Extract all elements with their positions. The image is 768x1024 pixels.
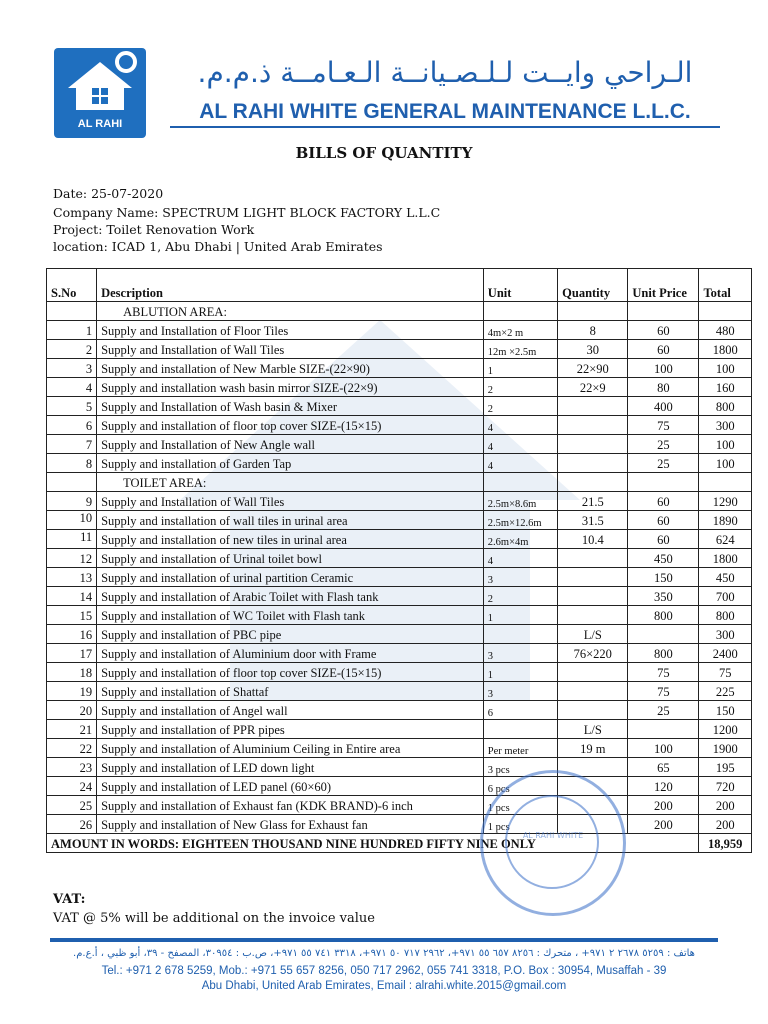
header-total: Total xyxy=(699,269,752,302)
row-total: 195 xyxy=(699,758,752,777)
row-unit: 6 pcs xyxy=(483,777,557,796)
row-description: Supply and installation of new tiles in urinal area xyxy=(97,530,484,549)
row-unit-price: 60 xyxy=(628,340,699,359)
row-unit-price: 75 xyxy=(628,682,699,701)
row-quantity xyxy=(558,397,628,416)
date-line: Date: 25-07-2020 xyxy=(53,186,164,201)
table-row xyxy=(47,663,752,682)
row-quantity: 22×9 xyxy=(558,378,628,397)
row-description: Supply and installation of Garden Tap xyxy=(97,454,484,473)
header-quantity: Quantity xyxy=(558,269,628,302)
row-unit-price: 75 xyxy=(628,663,699,682)
row-unit-price: 120 xyxy=(628,777,699,796)
table-row xyxy=(47,454,752,473)
footer-arabic: هاتف : ٥٢٥٩ ٢٦٧٨ ٢ ٩٧١+ ، متحرك : ٨٢٥٦ ٦٥٧ ٥٥ ٩٧١+، ٢٩٦٢ ٧١٧ ٥٠ ٩٧١+، ٣٣١٨ ٧٤١ ٥٥ ٩٧١+، ص.ب : ٣٠٩٥٤، المصفح - ٣٩، أبو ظبي ، أ.ع.م. xyxy=(73,948,695,959)
project-line: Project: Toilet Renovation Work xyxy=(53,222,255,237)
row-sno: 25 xyxy=(47,796,97,815)
row-unit: 2.5m×8.6m xyxy=(483,492,557,511)
row-unit xyxy=(483,720,557,739)
row-total: 200 xyxy=(699,815,752,834)
row-sno: 2 xyxy=(47,340,97,359)
row-quantity xyxy=(558,435,628,454)
row-total: 2400 xyxy=(699,644,752,663)
table-row xyxy=(47,701,752,720)
table-row xyxy=(47,644,752,663)
row-unit-price: 60 xyxy=(628,492,699,511)
row-quantity xyxy=(558,682,628,701)
row-unit-price: 100 xyxy=(628,739,699,758)
row-quantity xyxy=(558,587,628,606)
row-unit: 2 xyxy=(483,587,557,606)
row-sno: 18 xyxy=(47,663,97,682)
row-unit-price: 450 xyxy=(628,549,699,568)
row-sno: 21 xyxy=(47,720,97,739)
row-total: 800 xyxy=(699,397,752,416)
row-unit: 1 pcs xyxy=(483,796,557,815)
row-quantity: 21.5 xyxy=(558,492,628,511)
row-sno: 17 xyxy=(47,644,97,663)
row-unit-price: 350 xyxy=(628,587,699,606)
section-row-toilet xyxy=(47,473,752,492)
amount-in-words: AMOUNT IN WORDS: EIGHTEEN THOUSAND NINE HUNDRED FIFTY NINE ONLY xyxy=(47,834,699,853)
footer-contact: Tel.: +971 2 678 5259, Mob.: +971 55 657 8256, 050 717 2962, 055 741 3318, P.O. Box : 30954, Musaffah - 39 xyxy=(101,965,667,977)
table-row xyxy=(47,359,752,378)
row-sno: 19 xyxy=(47,682,97,701)
row-sno: 5 xyxy=(47,397,97,416)
row-description: Supply and installation of PBC pipe xyxy=(97,625,484,644)
row-unit: 2 xyxy=(483,378,557,397)
row-total: 100 xyxy=(699,359,752,378)
row-total: 300 xyxy=(699,416,752,435)
row-total: 1900 xyxy=(699,739,752,758)
row-total: 1200 xyxy=(699,720,752,739)
row-description: Supply and installation of Urinal toilet bowl xyxy=(97,549,484,568)
row-total: 150 xyxy=(699,701,752,720)
row-quantity: 8 xyxy=(558,321,628,340)
row-sno: 7 xyxy=(47,435,97,454)
row-total: 450 xyxy=(699,568,752,587)
row-sno: 24 xyxy=(47,777,97,796)
row-sno: 26 xyxy=(47,815,97,834)
table-row xyxy=(47,492,752,511)
row-sno: 11 xyxy=(47,530,97,549)
company-name-arabic: الـراحي وايــت لـلـصـيانــة الـعـامــة ذ.م.م. xyxy=(197,56,693,89)
row-description: Supply and Installation of Floor Tiles xyxy=(97,321,484,340)
row-sno: 6 xyxy=(47,416,97,435)
row-quantity: 19 m xyxy=(558,739,628,758)
row-quantity: 76×220 xyxy=(558,644,628,663)
row-description: Supply and installation of PPR pipes xyxy=(97,720,484,739)
row-sno: 20 xyxy=(47,701,97,720)
row-unit: 4 xyxy=(483,454,557,473)
row-description: Supply and Installation of Wash basin & Mixer xyxy=(97,397,484,416)
company-name: AL RAHI WHITE GENERAL MAINTENANCE L.L.C. xyxy=(199,100,691,123)
table-row xyxy=(47,720,752,739)
table-row xyxy=(47,606,752,625)
row-unit-price: 100 xyxy=(628,359,699,378)
row-unit: 2.6m×4m xyxy=(483,530,557,549)
row-unit-price: 25 xyxy=(628,701,699,720)
row-total: 1800 xyxy=(699,340,752,359)
row-unit: 3 xyxy=(483,644,557,663)
row-description: Supply and installation of floor top cover SIZE-(15×15) xyxy=(97,663,484,682)
row-unit: 3 xyxy=(483,682,557,701)
vat-note: VAT @ 5% will be additional on the invoice value xyxy=(53,911,375,926)
row-description: Supply and installation of LED panel (60×60) xyxy=(97,777,484,796)
row-total: 225 xyxy=(699,682,752,701)
table-row xyxy=(47,549,752,568)
row-description: Supply and installation of floor top cover SIZE-(15×15) xyxy=(97,416,484,435)
row-description: Supply and installation of Shattaf xyxy=(97,682,484,701)
row-sno: 3 xyxy=(47,359,97,378)
vat-label: VAT: xyxy=(53,892,86,907)
table-row xyxy=(47,625,752,644)
header-unit-price: Unit Price xyxy=(628,269,699,302)
row-unit: 2 xyxy=(483,397,557,416)
table-row xyxy=(47,815,752,834)
footer-divider xyxy=(50,938,718,942)
row-unit xyxy=(483,625,557,644)
row-unit: 3 xyxy=(483,568,557,587)
row-unit: 12m ×2.5m xyxy=(483,340,557,359)
row-description: Supply and installation of New Glass for Exhaust fan xyxy=(97,815,484,834)
section-row-ablution xyxy=(47,302,752,321)
table-row xyxy=(47,777,752,796)
row-sno: 14 xyxy=(47,587,97,606)
row-total: 720 xyxy=(699,777,752,796)
row-sno: 23 xyxy=(47,758,97,777)
table-row xyxy=(47,511,752,530)
row-description: Supply and installation of wall tiles in urinal area xyxy=(97,511,484,530)
row-unit-price: 65 xyxy=(628,758,699,777)
row-total: 75 xyxy=(699,663,752,682)
row-unit-price: 25 xyxy=(628,454,699,473)
header-divider xyxy=(170,126,720,128)
row-unit-price: 800 xyxy=(628,606,699,625)
grand-total: 18,959 xyxy=(699,834,752,853)
row-quantity xyxy=(558,701,628,720)
row-unit: 1 xyxy=(483,359,557,378)
table-row xyxy=(47,416,752,435)
row-unit-price: 80 xyxy=(628,378,699,397)
row-unit: 4 xyxy=(483,435,557,454)
table-row xyxy=(47,378,752,397)
location-line: location: ICAD 1, Abu Dhabi | United Arab Emirates xyxy=(53,239,383,254)
house-wrench-icon xyxy=(54,48,146,118)
row-description: Supply and installation of urinal partition Ceramic xyxy=(97,568,484,587)
row-description: Supply and installation of Aluminium Ceiling in Entire area xyxy=(97,739,484,758)
header-description: Description xyxy=(97,269,484,302)
row-sno: 1 xyxy=(47,321,97,340)
row-total: 700 xyxy=(699,587,752,606)
row-description: Supply and installation of Aluminium door with Frame xyxy=(97,644,484,663)
header-unit: Unit xyxy=(483,269,557,302)
row-quantity: 30 xyxy=(558,340,628,359)
row-quantity: L/S xyxy=(558,625,628,644)
table-row xyxy=(47,758,752,777)
table-row xyxy=(47,321,752,340)
row-quantity xyxy=(558,568,628,587)
row-total: 1290 xyxy=(699,492,752,511)
row-sno: 16 xyxy=(47,625,97,644)
row-total: 300 xyxy=(699,625,752,644)
row-description: Supply and Installation of New Angle wall xyxy=(97,435,484,454)
row-sno: 15 xyxy=(47,606,97,625)
row-sno: 9 xyxy=(47,492,97,511)
table-row xyxy=(47,682,752,701)
row-unit-price: 150 xyxy=(628,568,699,587)
row-description: Supply and Installation of Wall Tiles xyxy=(97,340,484,359)
row-total: 100 xyxy=(699,454,752,473)
row-quantity xyxy=(558,416,628,435)
row-description: Supply and installation of WC Toilet with Flash tank xyxy=(97,606,484,625)
table-header-row xyxy=(47,269,752,302)
table-row xyxy=(47,340,752,359)
row-quantity xyxy=(558,454,628,473)
row-sno: 4 xyxy=(47,378,97,397)
row-unit: 4 xyxy=(483,549,557,568)
row-description: Supply and installation of Angel wall xyxy=(97,701,484,720)
table-row xyxy=(47,397,752,416)
row-description: Supply and installation of Exhaust fan (KDK BRAND)-6 inch xyxy=(97,796,484,815)
logo-text: AL RAHI xyxy=(77,118,123,130)
table-row xyxy=(47,435,752,454)
row-total: 1890 xyxy=(699,511,752,530)
row-description: Supply and installation of New Marble SIZE-(22×90) xyxy=(97,359,484,378)
table-row xyxy=(47,587,752,606)
row-unit: 1 pcs xyxy=(483,815,557,834)
row-unit: Per meter xyxy=(483,739,557,758)
footer-address: Abu Dhabi, United Arab Emirates, Email : alrahi.white.2015@gmail.com xyxy=(201,980,567,992)
row-description: Supply and installation of LED down light xyxy=(97,758,484,777)
company-logo xyxy=(54,48,146,138)
row-unit-price: 60 xyxy=(628,511,699,530)
row-quantity: L/S xyxy=(558,720,628,739)
row-unit-price: 75 xyxy=(628,416,699,435)
row-quantity xyxy=(558,663,628,682)
row-total: 800 xyxy=(699,606,752,625)
row-unit-price: 200 xyxy=(628,815,699,834)
row-description: Supply and Installation of Wall Tiles xyxy=(97,492,484,511)
table-row xyxy=(47,530,752,549)
amount-in-words-row xyxy=(47,834,752,853)
boq-table xyxy=(46,268,752,853)
row-unit-price: 60 xyxy=(628,530,699,549)
row-unit-price: 200 xyxy=(628,796,699,815)
row-quantity: 31.5 xyxy=(558,511,628,530)
row-quantity: 10.4 xyxy=(558,530,628,549)
row-unit: 4 xyxy=(483,416,557,435)
row-quantity: 22×90 xyxy=(558,359,628,378)
row-quantity xyxy=(558,549,628,568)
row-total: 624 xyxy=(699,530,752,549)
section-label: ABLUTION AREA: xyxy=(97,302,484,321)
row-total: 200 xyxy=(699,796,752,815)
row-unit-price: 400 xyxy=(628,397,699,416)
row-unit-price: 25 xyxy=(628,435,699,454)
row-quantity xyxy=(558,606,628,625)
row-unit: 4m×2 m xyxy=(483,321,557,340)
row-sno: 10 xyxy=(47,511,97,530)
header-sno: S.No xyxy=(47,269,97,302)
row-total: 100 xyxy=(699,435,752,454)
row-total: 480 xyxy=(699,321,752,340)
row-description: Supply and installation wash basin mirror SIZE-(22×9) xyxy=(97,378,484,397)
table-row xyxy=(47,568,752,587)
row-unit-price xyxy=(628,720,699,739)
company-stamp: AL RAHI WHITE xyxy=(480,770,626,916)
row-total: 1800 xyxy=(699,549,752,568)
row-sno: 12 xyxy=(47,549,97,568)
row-sno: 22 xyxy=(47,739,97,758)
company-line: Company Name: SPECTRUM LIGHT BLOCK FACTORY L.L.C xyxy=(53,205,441,220)
row-description: Supply and installation of Arabic Toilet with Flash tank xyxy=(97,587,484,606)
table-row xyxy=(47,796,752,815)
row-unit-price xyxy=(628,625,699,644)
row-unit-price: 800 xyxy=(628,644,699,663)
row-total: 160 xyxy=(699,378,752,397)
document-title: BILLS OF QUANTITY xyxy=(295,144,473,162)
section-label: TOILET AREA: xyxy=(97,473,484,492)
row-sno: 8 xyxy=(47,454,97,473)
row-unit: 6 xyxy=(483,701,557,720)
row-unit: 1 xyxy=(483,663,557,682)
row-unit: 1 xyxy=(483,606,557,625)
row-unit: 2.5m×12.6m xyxy=(483,511,557,530)
row-unit-price: 60 xyxy=(628,321,699,340)
row-sno: 13 xyxy=(47,568,97,587)
table-row xyxy=(47,739,752,758)
row-unit: 3 pcs xyxy=(483,758,557,777)
